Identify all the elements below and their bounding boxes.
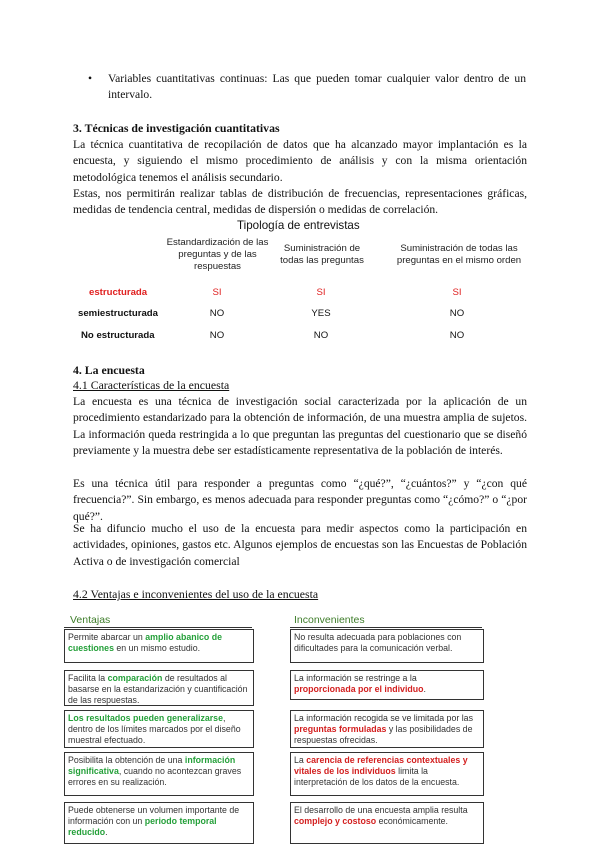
item-text-plain: No resulta adecuada para poblaciones con dificultades para la comunicación verbal. xyxy=(294,632,462,653)
ventajas-box xyxy=(64,710,254,748)
inconvenientes-item-text xyxy=(294,673,478,695)
ventajas-item-text xyxy=(68,755,248,787)
section-3-heading: 3. Técnicas de investigación cuantitativas xyxy=(73,121,280,135)
inconvenientes-box xyxy=(290,802,484,844)
inconvenientes-divider xyxy=(290,627,482,628)
item-text-plain: Puede obtenerse un volumen importante de información con un xyxy=(68,805,240,826)
inconvenientes-item-text xyxy=(294,713,478,745)
section-3-paragraph-1: La técnica cuantitativa de recopilación de datos que ha alcanzado mayor implantación es la encuesta, y siguiendo el mismo procedimiento de análisis y con la misma orientación metodológica tenemos el análisis secundario. xyxy=(73,138,527,184)
item-text-plain: en un mismo estudio. xyxy=(113,642,201,653)
inconvenientes-item-text xyxy=(294,755,478,787)
inconvenientes-box xyxy=(290,752,484,796)
item-text-plain: Posibilita la obtención de una xyxy=(68,755,185,765)
item-text-plain: La información se restringe a la xyxy=(294,673,417,683)
item-text-plain: de resultados al basarse en la estandarización y cuantificación de las respuestas. xyxy=(68,673,248,705)
inconvenientes-title: Inconvenientes xyxy=(294,614,365,626)
cell-no-2: NO xyxy=(313,330,329,341)
item-text-plain: Permite abarcar un xyxy=(68,632,146,642)
item-text-plain: . xyxy=(423,683,426,694)
typology-header-1: Estandardización de las preguntas y de las respuestas xyxy=(166,237,269,272)
row-label-estructurada: estructurada xyxy=(89,287,148,298)
ventajas-box xyxy=(64,629,254,663)
item-text-plain: económicamente. xyxy=(376,815,449,826)
ventajas-item-text xyxy=(68,673,248,705)
section-4-paragraph-2: Es una técnica útil para responder a preguntas como “¿qué?”, “¿cuántos?” y “¿con qué frecuencia?”. Sin embargo, es menos adecuada para responder preguntas como “¿cómo?” o “¿por qué?”. xyxy=(73,477,527,523)
item-text-highlight: proporcionada por el individuo xyxy=(294,683,424,694)
typology-header-2: Suministración de todas las preguntas xyxy=(280,243,364,266)
inconvenientes-box xyxy=(290,629,484,663)
item-text-plain: y las posibilidades de respuestas ofrecidas. xyxy=(294,723,473,745)
item-text-plain: La información recogida se ve limitada por las xyxy=(294,713,473,723)
ventajas-box xyxy=(64,802,254,844)
inconvenientes-item-text xyxy=(294,805,478,827)
ventajas-title: Ventajas xyxy=(70,614,111,626)
item-text-highlight: periodo temporal reducido xyxy=(68,815,217,837)
inconvenientes-box xyxy=(290,710,484,748)
cell-estructurada-1: SI xyxy=(212,287,222,298)
item-text-plain: Facilita la xyxy=(68,673,108,683)
bullet-text: Variables cuantitativas continuas: Las que pueden tomar cualquier valor dentro de un intervalo. xyxy=(108,72,526,102)
section-4-paragraph-1: La encuesta es una técnica de investigación social caracterizada por la aplicación de un procedimiento estandarizado para la obtención de información, de una muestra amplia de sujetos. La información queda restringida a lo que preguntan las preguntas del cuestionario que se diseñó previamente y la muestra debe ser estadísticamente representativa de la población de interés. xyxy=(73,395,527,457)
typology-header-3: Suministración de todas las preguntas en el mismo orden xyxy=(396,243,522,266)
cell-semi-2: YES xyxy=(311,308,331,319)
inconvenientes-box xyxy=(290,670,484,700)
cell-semi-1: NO xyxy=(209,308,225,319)
ventajas-box xyxy=(64,752,254,796)
subsection-4-1-heading: 4.1 Características de la encuesta xyxy=(73,378,230,392)
bullet-icon: • xyxy=(88,72,93,85)
ventajas-divider xyxy=(64,627,252,628)
inconvenientes-item-text xyxy=(294,632,478,654)
ventajas-item-text xyxy=(68,632,248,654)
section-4-heading: 4. La encuesta xyxy=(73,363,145,377)
cell-estructurada-2: SI xyxy=(316,287,326,298)
ventajas-item-text xyxy=(68,713,248,745)
cell-no-3: NO xyxy=(449,330,465,341)
item-text-highlight: complejo y costoso xyxy=(294,815,377,826)
item-text-highlight: comparación xyxy=(107,673,163,683)
section-3-paragraph-2: Estas, nos permitirán realizar tablas de distribución de frecuencias, representaciones gráficas, medidas de tendencia central, medidas de dispersión o medidas de correlación. xyxy=(73,187,527,217)
item-text-plain: , dentro de los límites marcados por el diseño muestral efectuado. xyxy=(68,713,241,745)
item-text-plain: El desarrollo de una encuesta amplia resulta xyxy=(294,805,468,815)
cell-semi-3: NO xyxy=(449,308,465,319)
item-text-highlight: carencia de referencias contextuales y vitales de los individuos xyxy=(294,755,468,776)
item-text-plain: La xyxy=(294,755,307,765)
item-text-highlight: Los resultados pueden generalizarse xyxy=(68,713,223,723)
ventajas-item-text xyxy=(68,805,248,837)
cell-estructurada-3: SI xyxy=(452,287,462,298)
item-text-plain: , cuando no acontezcan graves errores en su realización. xyxy=(68,765,242,787)
row-label-semiestructurada: semiestructurada xyxy=(78,308,158,319)
typology-title: Tipología de entrevistas xyxy=(237,219,360,232)
section-4-paragraph-3: Se ha difuncio mucho el uso de la encuesta para medir aspectos como la participación en actividades, opiniones, gastos etc. Algunos ejemplos de encuestas son las Encuestas de Población Activa o de investigación comercial xyxy=(73,522,527,568)
item-text-highlight: preguntas formuladas xyxy=(294,723,387,734)
subsection-4-2-heading: 4.2 Ventajas e inconvenientes del uso de la encuesta xyxy=(73,587,319,601)
item-text-plain: limita la interpretación de los datos de la encuesta. xyxy=(294,765,460,787)
row-label-no-estructurada: No estructurada xyxy=(81,330,155,341)
ventajas-box xyxy=(64,670,254,706)
item-text-highlight: información significativa xyxy=(68,755,236,776)
item-text-highlight: amplio abanico de cuestiones xyxy=(68,632,223,653)
item-text-plain: . xyxy=(105,826,108,837)
cell-no-1: NO xyxy=(209,330,225,341)
